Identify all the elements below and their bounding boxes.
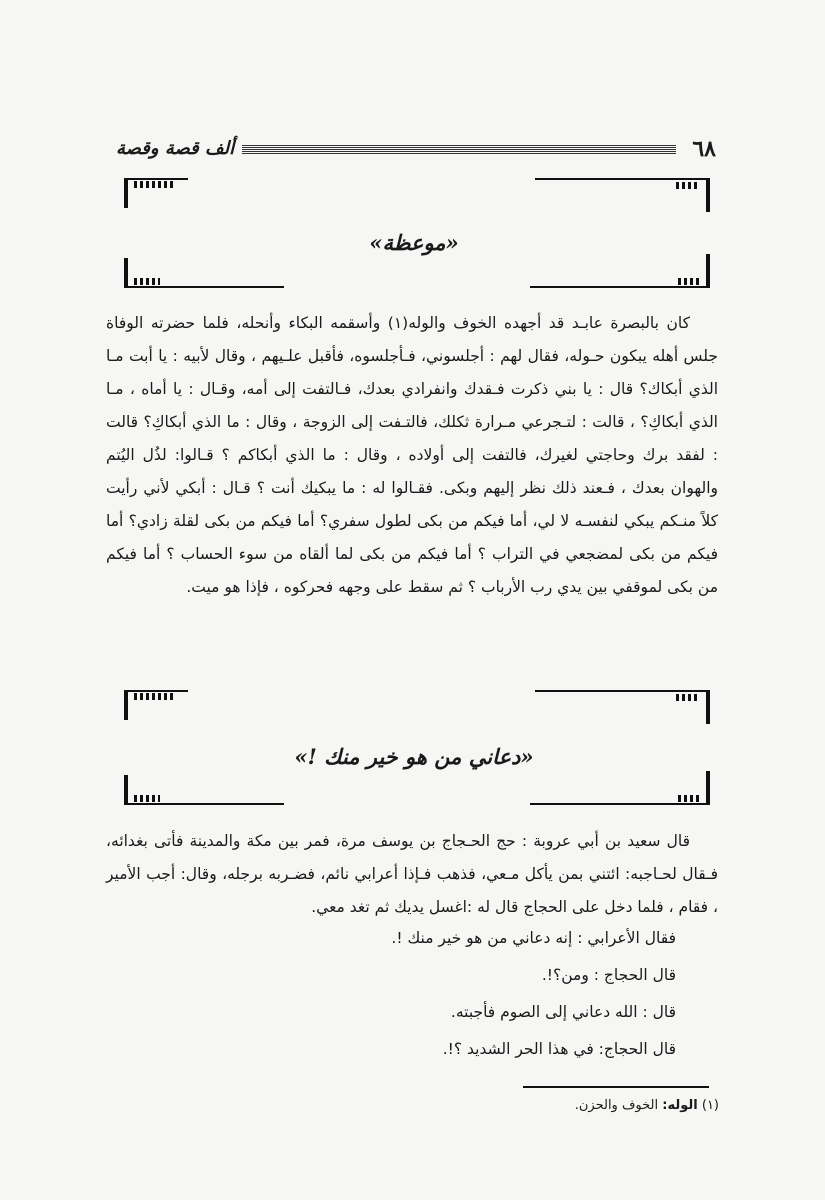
frame-ornament-top-right [535, 178, 710, 212]
footnote-rule [523, 1086, 709, 1088]
dialogue-line: فقال الأعرابي : إنه دعاني من هو خير منك !. [391, 929, 676, 947]
frame-ornament-bottom-left [124, 258, 299, 288]
story-body [106, 825, 718, 924]
frame-ornament-bottom-left [124, 775, 299, 805]
frame-ornament-bottom-right [530, 771, 710, 805]
section-title-frame [118, 178, 710, 288]
section-title: «موعظة» [369, 230, 459, 255]
section-title-frame [118, 690, 710, 805]
story-paragraph: قال سعيد بن أبي عروبة : حج الحـجاج بن يوسف مرة، فمر بين مكة والمدينة فأتى بغدائه، فـقال لحـاجبه: ائتني بمن يأكل مـعي، فذهب فـإذا أعرابي نائم، فضـربه برجله، وقال: أجب الأمير ، فقام ، فلما دخل على الحجاج قال له :اغسل يديك ثم تغد معي. [106, 832, 718, 916]
footnote-number: (١) [701, 1098, 719, 1113]
footnote-definition: الخوف والحزن. [574, 1098, 659, 1113]
dialogue-line: قال الحجاج : ومن؟!. [541, 966, 676, 984]
book-title: ألف قصة وقصة [116, 138, 235, 159]
dialogue-line: قال : الله دعاني إلى الصوم فأجبته. [450, 1003, 676, 1021]
footnote [575, 1098, 719, 1113]
header-rule [242, 145, 676, 154]
frame-ornament-bottom-right [530, 254, 710, 288]
frame-ornament-top-left [124, 690, 204, 720]
footnote-term: الوله: [662, 1098, 698, 1113]
running-header [116, 136, 716, 166]
frame-ornament-top-right [535, 690, 710, 724]
dialogue-line: قال الحجاج: في هذا الحر الشديد ؟!. [442, 1040, 676, 1058]
frame-ornament-top-left [124, 178, 204, 208]
story-body [106, 307, 718, 604]
page-number: ٦٨ [692, 136, 716, 162]
section-title: «دعاني من هو خير منك !» [294, 744, 534, 769]
dialogue-lines [106, 920, 676, 1068]
story-paragraph: كان بالبصرة عابـد قد أجهده الخوف والوله(١) وأسقمه البكاء وأنحله، فلما حضرته الوفاة جلس أهله يبكون حـوله، فقال لهم : أجلسوني، فـأجلسوه، فأقبل علـيهم ، وقال لأبيه : يا أبت مـا الذي أبكاك؟ قال : يا بني ذكرت فـقدك وانفرادي بعدك، فـالتفت إلى أمه، وقـال : يا أماه ، مـا الذي أبكاكِ؟ ، قالت : لتـجرعي مـرارة ثكلك، فالتـفت إلى الزوجة ، وقال : ما الذي أبكاكِ؟ قالت : لفقد برك وحاجتي لغيرك، فالتفت إلى أولاده ، وقال : ما الذي أبكاكم ؟ قـالوا: لذُل اليُتم والهوان بعدك ، فـعند ذلك نظر إليهم وبكى. فقـالوا له : ما يبكيك أنت ؟ قـال : أبكي لأني رأيت كلاً منـكم يبكي لنفسـه لا لي، أما فيكم من بكى لطول سفري؟ أما فيكم من بكى لقلة زادي؟ أما فيكم من بكى لمضجعي في التراب ؟ أما فيكم من بكى لما ألقاه من سوء الحساب ؟ أما فيكم من بكى لموقفي بين يدي رب الأرباب ؟ ثم سقط على وجهه فحركوه ، فإذا هو ميت. [106, 314, 718, 596]
